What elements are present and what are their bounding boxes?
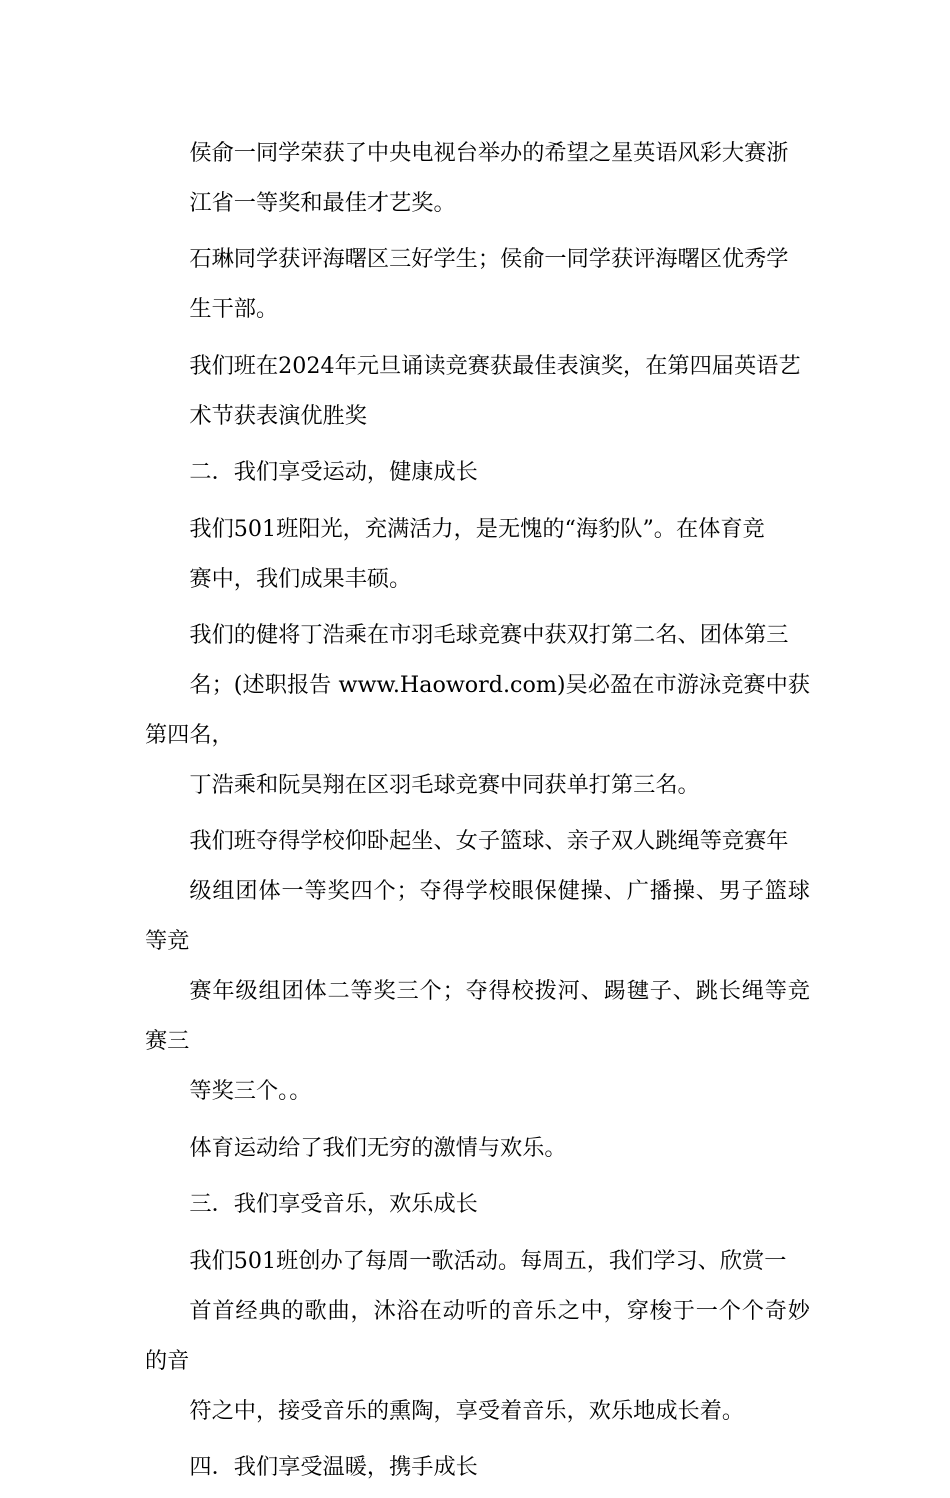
paragraph-line: 符之中，接受音乐的熏陶，享受着音乐，欢乐地成长着。 [189, 1397, 745, 1424]
paragraph-line: 赛中，我们成果丰硕。 [189, 565, 412, 592]
paragraph-2 [145, 234, 810, 334]
paragraph-10 [145, 1236, 810, 1436]
paragraph-8 [145, 1123, 810, 1173]
paragraph-line: 石琳同学获评海曙区三好学生；侯俞一同学获评海曙区优秀学 [189, 246, 789, 273]
paragraph-7 [145, 816, 810, 1116]
paragraph-line: 术节获表演优胜奖 [189, 402, 367, 429]
paragraph-line: 名；(述职报告 www.Haoword.com)吴必盈在市游泳竞赛中获第四名， [145, 671, 810, 748]
section-heading-sports [145, 447, 810, 497]
paragraph-1 [145, 128, 810, 228]
paragraph-line: 级组团体一等奖四个；夺得学校眼保健操、广播操、男子篮球等竞 [145, 878, 810, 955]
paragraph-6 [145, 610, 810, 810]
paragraph-5 [145, 504, 810, 604]
paragraph-line: 侯俞一同学荣获了中央电视台举办的希望之星英语风彩大赛浙 [189, 140, 789, 166]
heading-line: 四．我们享受温暖，携手成长 [189, 1453, 478, 1480]
paragraph-line: 我们501班阳光，充满活力，是无愧的“海豹队”。在体育竞 [189, 515, 765, 542]
paragraph-line: 我们501班创办了每周一歌活动。每周五，我们学习、欣赏一 [189, 1247, 787, 1274]
paragraph-line: 丁浩乘和阮昊翔在区羽毛球竞赛中同获单打第三名。 [189, 771, 700, 798]
document-body [145, 128, 810, 1498]
paragraph-line: 赛年级组团体二等奖三个；夺得校拨河、踢毽子、跳长绳等竞赛三 [145, 978, 810, 1055]
paragraph-line: 我们班夺得学校仰卧起坐、女子篮球、亲子双人跳绳等竞赛年 [189, 828, 789, 855]
heading-line: 二．我们享受运动，健康成长 [189, 459, 478, 486]
paragraph-line: 等奖三个。。 [189, 1078, 312, 1105]
paragraph-line: 我们的健将丁浩乘在市羽毛球竞赛中获双打第二名、团体第三 [189, 621, 789, 648]
section-heading-warmth [145, 1442, 810, 1492]
paragraph-line: 生干部。 [189, 296, 279, 323]
paragraph-3 [145, 341, 810, 441]
paragraph-line: 我们班在2024年元旦诵读竞赛获最佳表演奖，在第四届英语艺 [189, 352, 801, 379]
paragraph-line: 江省一等奖和最佳才艺奖。 [189, 190, 456, 216]
paragraph-line: 体育运动给了我们无穷的激情与欢乐。 [189, 1134, 567, 1161]
heading-line: 三．我们享受音乐，欢乐成长 [189, 1191, 478, 1218]
paragraph-line: 首首经典的歌曲，沐浴在动听的音乐之中，穿梭于一个个奇妙的音 [145, 1297, 810, 1374]
section-heading-music [145, 1179, 810, 1229]
